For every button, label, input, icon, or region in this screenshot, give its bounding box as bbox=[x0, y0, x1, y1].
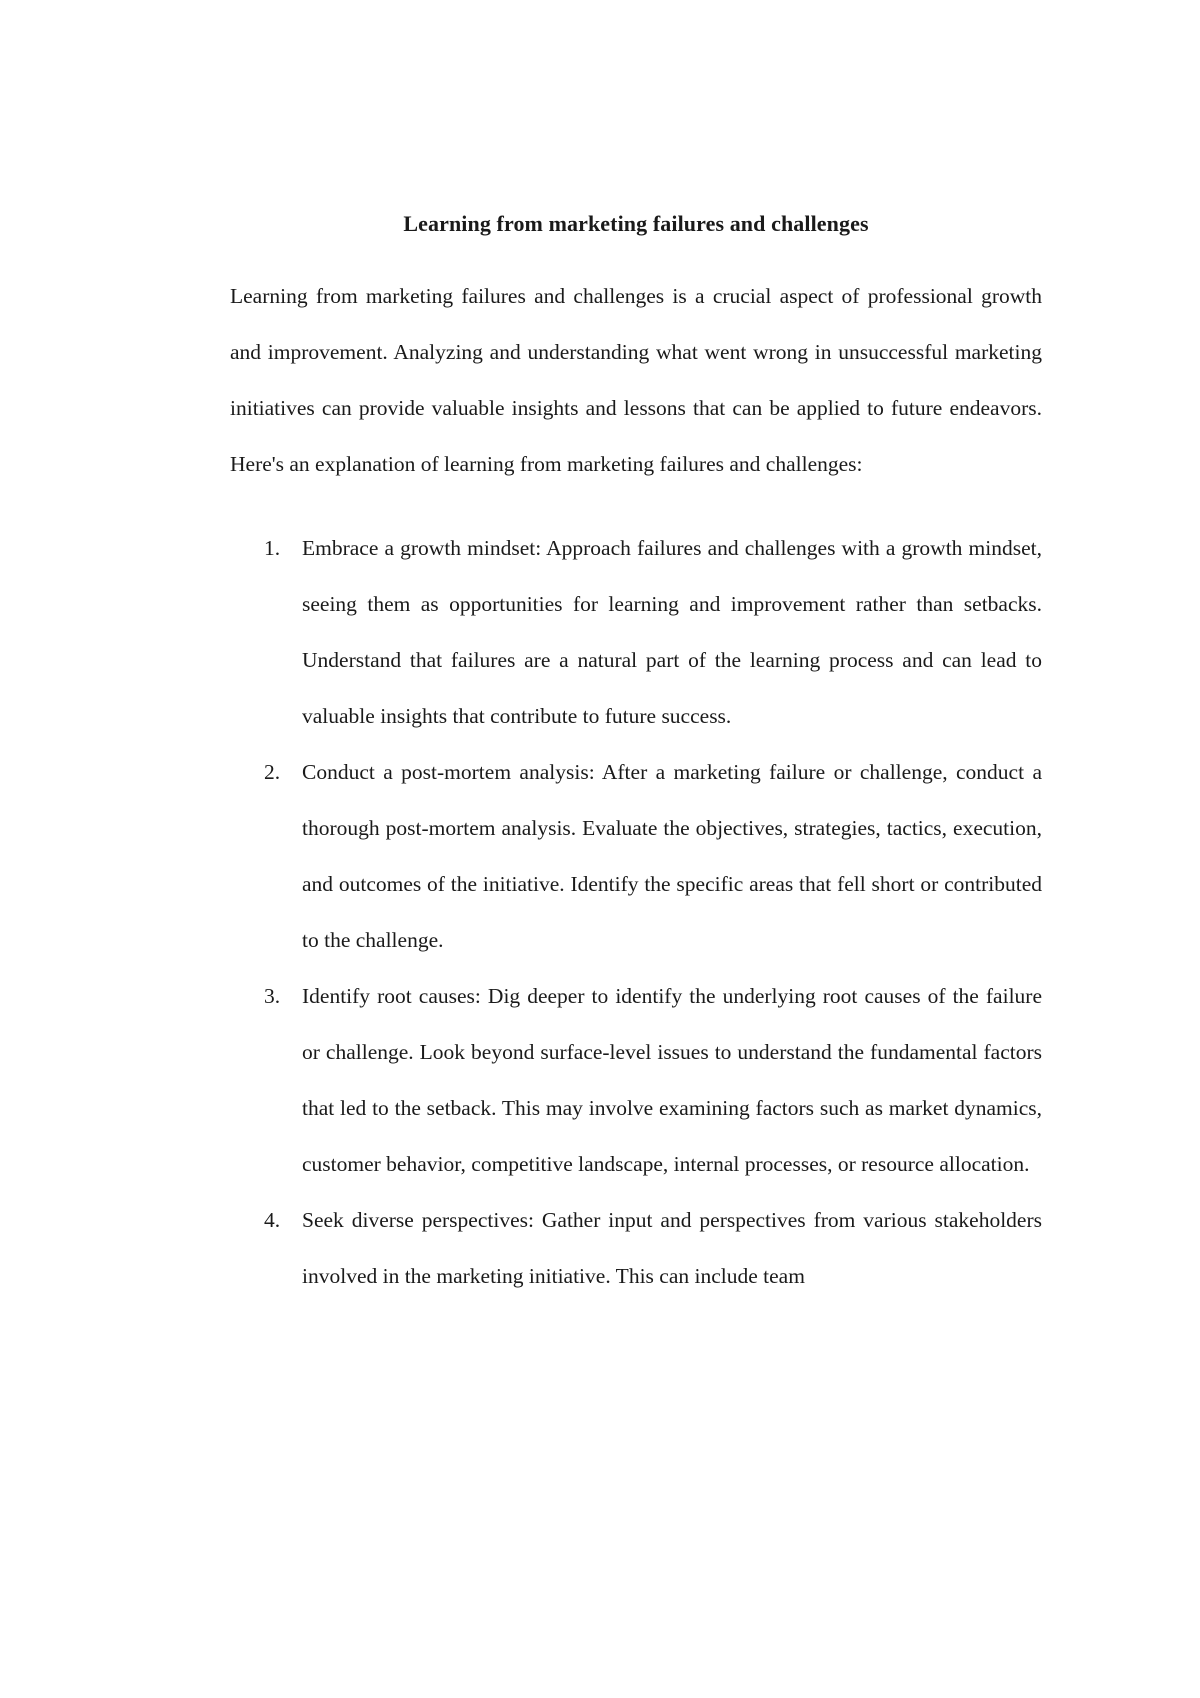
page-title: Learning from marketing failures and challenges bbox=[403, 211, 869, 236]
list-item-number: 1. bbox=[264, 536, 281, 560]
list-item-text: Embrace a growth mindset: Approach failures and challenges with a growth mindset, seeing them as opportunities for learning and improvement rather than setbacks. Understand that failures are a natural part of the learning process and can lead to valuable insights that contribute to future success. bbox=[302, 536, 1042, 728]
list-item bbox=[230, 744, 1042, 968]
list-item bbox=[230, 968, 1042, 1192]
list-item bbox=[230, 520, 1042, 744]
document-content bbox=[230, 210, 1042, 1304]
list-item-text: Seek diverse perspectives: Gather input and perspectives from various stakeholders involved in the marketing initiative. This can include team bbox=[302, 1208, 1042, 1288]
list-item-number: 3. bbox=[264, 984, 281, 1008]
list-item bbox=[230, 1192, 1042, 1304]
list-item-text: Conduct a post-mortem analysis: After a marketing failure or challenge, conduct a thorough post-mortem analysis. Evaluate the objectives, strategies, tactics, execution, and outcomes of the initiative. Identify the specific areas that fell short or contributed to the challenge. bbox=[302, 760, 1042, 952]
steps-list bbox=[230, 520, 1042, 1304]
list-item-text: Identify root causes: Dig deeper to identify the underlying root causes of the failure or challenge. Look beyond surface-level issues to understand the fundamental factors that led to the setback. This may involve examining factors such as market dynamics, customer behavior, competitive landscape, internal processes, or resource allocation. bbox=[302, 984, 1042, 1176]
list-item-number: 2. bbox=[264, 760, 281, 784]
list-item-number: 4. bbox=[264, 1208, 281, 1232]
intro-paragraph: Learning from marketing failures and challenges is a crucial aspect of professional growth and improvement. Analyzing and understanding what went wrong in unsuccessful marketing initiatives can provide valuable insights and lessons that can be applied to future endeavors. Here's an explanation of learning from marketing failures and challenges: bbox=[230, 284, 1042, 476]
